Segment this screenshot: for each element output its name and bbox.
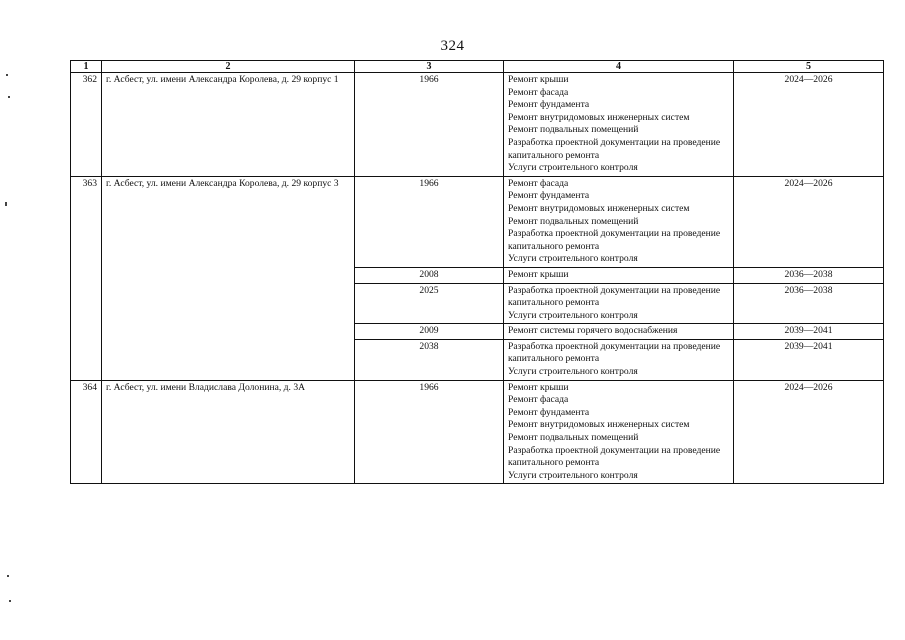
work-item: Ремонт подвальных помещений <box>508 215 639 227</box>
year-value: 2038 <box>355 339 504 380</box>
year-value: 1966 <box>355 380 504 484</box>
row-number: 363 <box>71 176 102 380</box>
work-item: Ремонт фундамента <box>508 99 590 111</box>
column-header-4: 4 <box>504 61 734 73</box>
period-value: 2024—2026 <box>734 73 884 177</box>
column-header-2: 2 <box>102 61 355 73</box>
scan-speck <box>6 74 8 76</box>
works-list <box>504 267 734 283</box>
table-body <box>71 73 884 484</box>
work-item: Услуги строительного контроля <box>508 469 638 481</box>
works-list <box>504 324 734 340</box>
column-header-5: 5 <box>734 61 884 73</box>
work-item: Услуги строительного контроля <box>508 253 638 265</box>
work-item: Ремонт внутридомовых инженерных систем <box>508 419 690 431</box>
scan-speck <box>8 96 10 98</box>
scan-speck <box>5 202 7 206</box>
work-item: Разработка проектной документации на проведение капитального ремонта <box>508 444 721 469</box>
work-item: Ремонт внутридомовых инженерных систем <box>508 111 690 123</box>
period-value: 2024—2026 <box>734 380 884 484</box>
work-item: Ремонт крыши <box>508 268 569 280</box>
work-item: Разработка проектной документации на проведение капитального ремонта <box>508 284 721 309</box>
work-item: Ремонт подвальных помещений <box>508 124 639 136</box>
works-list <box>504 176 734 267</box>
period-value: 2039—2041 <box>734 324 884 340</box>
work-item: Ремонт фасада <box>508 86 569 98</box>
work-item: Ремонт крыши <box>508 381 569 393</box>
year-value: 2009 <box>355 324 504 340</box>
scan-speck <box>7 575 9 577</box>
year-value: 1966 <box>355 73 504 177</box>
work-item: Ремонт фасада <box>508 177 569 189</box>
table-header-row <box>71 61 884 73</box>
works-list <box>504 73 734 177</box>
period-value: 2036—2038 <box>734 267 884 283</box>
repair-schedule-table <box>70 60 884 484</box>
work-item: Ремонт системы горячего водоснабжения <box>508 325 678 337</box>
period-value: 2036—2038 <box>734 283 884 324</box>
work-item: Услуги строительного контроля <box>508 162 638 174</box>
column-header-1: 1 <box>71 61 102 73</box>
period-value: 2024—2026 <box>734 176 884 267</box>
work-item: Разработка проектной документации на проведение капитального ремонта <box>508 228 721 252</box>
building-address: г. Асбест, ул. имени Александра Королева, д. 29 корпус 1 <box>102 73 355 177</box>
works-list <box>504 380 734 484</box>
year-value: 2025 <box>355 283 504 324</box>
works-list <box>504 283 734 324</box>
work-item: Ремонт подвальных помещений <box>508 432 639 444</box>
table-row <box>71 176 884 267</box>
work-item: Ремонт внутридомовых инженерных систем <box>508 202 690 214</box>
building-address: г. Асбест, ул. имени Александра Королева, д. 29 корпус 3 <box>102 176 355 380</box>
year-value: 1966 <box>355 176 504 267</box>
building-address: г. Асбест, ул. имени Владислава Долонина, д. 3А <box>102 380 355 484</box>
year-value: 2008 <box>355 267 504 283</box>
table-row <box>71 380 884 484</box>
work-item: Разработка проектной документации на проведение капитального ремонта <box>508 136 721 161</box>
work-item: Ремонт фундамента <box>508 406 590 418</box>
work-item: Разработка проектной документации на проведение капитального ремонта <box>508 340 721 365</box>
row-number: 362 <box>71 73 102 177</box>
scan-speck <box>9 600 11 602</box>
period-value: 2039—2041 <box>734 339 884 380</box>
works-list <box>504 339 734 380</box>
work-item: Услуги строительного контроля <box>508 309 638 321</box>
work-item: Ремонт крыши <box>508 74 569 85</box>
table-row <box>71 73 884 177</box>
page-number: 324 <box>440 38 465 54</box>
row-number: 364 <box>71 380 102 484</box>
work-item: Услуги строительного контроля <box>508 366 638 378</box>
work-item: Ремонт фасада <box>508 394 569 406</box>
column-header-3: 3 <box>355 61 504 73</box>
work-item: Ремонт фундамента <box>508 190 590 202</box>
